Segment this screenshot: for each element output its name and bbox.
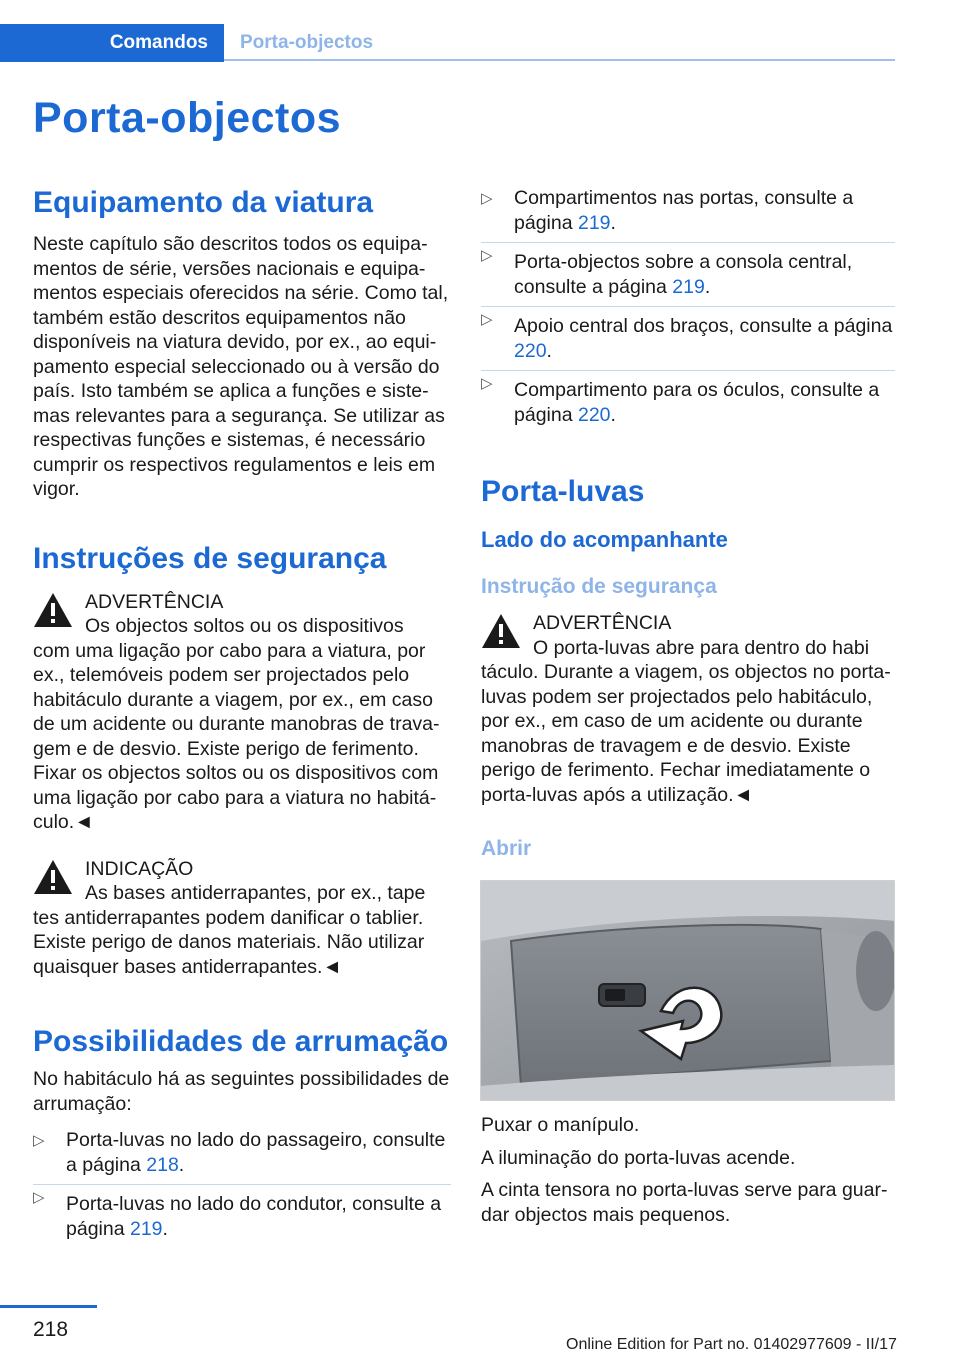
open-heading: Abrir [481, 837, 532, 860]
page-link[interactable]: 218 [146, 1153, 179, 1176]
list-item: ▷ Porta-luvas no lado do condutor, consulte a página 219. [33, 1184, 451, 1241]
storage-list-left [33, 1128, 451, 1241]
list-item: ▷ Compartimentos nas portas, consulte a página 219. [481, 187, 854, 234]
header-divider [224, 59, 895, 61]
warning-label: ADVERTÊNCIA [533, 612, 672, 634]
right-column [481, 186, 895, 861]
storage-list-right [481, 186, 895, 427]
page-link[interactable]: 219 [672, 275, 705, 298]
bullet-triangle-icon: ▷ [481, 247, 493, 264]
page-link[interactable]: 219 [577, 211, 611, 234]
page-link[interactable]: 220 [514, 339, 547, 362]
storage-heading: Possibilidades de arrumação [33, 1025, 449, 1058]
equipment-heading: Equipamento da viatura [33, 186, 374, 219]
safety-heading: Instruções de segurança [33, 541, 387, 575]
bullet-triangle-icon: ▷ [33, 1132, 45, 1149]
note-text-first-line: As bases antiderrapantes, por ex., tape [85, 882, 426, 904]
page-number: 218 [33, 1318, 69, 1341]
page-link[interactable]: 220 [577, 403, 611, 426]
left-column [33, 186, 451, 1241]
warning-text-first-line: O porta-luvas abre para dentro do habi [533, 636, 870, 659]
bullet-triangle-icon: ▷ [33, 1189, 45, 1206]
passenger-side-heading: Lado do acompanhante [481, 527, 728, 552]
list-item: ▷ Compartimento para os óculos, consulte a página 220. [481, 370, 895, 427]
warning-triangle-icon [33, 592, 73, 628]
tab-comandos[interactable]: Comandos [0, 24, 224, 62]
instruction-lighting: A iluminação do porta-luvas acende. [481, 1146, 796, 1169]
warning-text: táculo. Durante a viagem, os objectos no porta-luvas podem ser projectados pelo habitáculo, por ex., em caso de um acidente ou durante manobras de travagem e de desvio. Existe perigo de ferimento. Fechar imediatamente o porta-luvas após a utilização.◄ [481, 661, 891, 806]
note-box [33, 857, 451, 980]
equipment-text: Neste capítulo são descritos todos os equipamentos de série, versões nacionais e equipamentos especiais oferecidos na série. Como tal, também estão descritos equipamentos não disponíveis na viatura devido, por ex., ao equipamento especial seleccionado ou à versão do país. Isto também se aplica a funções e sistemas relevantes para a segurança. Se utilizar as respectivas funções e sistemas, é necessário cumprir os respectivos regulamentos e leis em vigor. [33, 233, 449, 500]
safety-subheading: Instrução de segurança [481, 575, 717, 598]
bullet-triangle-icon: ▷ [481, 311, 493, 328]
storage-text: No habitáculo há as seguintes possibilidades de arrumação: [33, 1068, 450, 1115]
list-item: ▷ Porta-luvas no lado do passageiro, consulte a página 218. [33, 1129, 446, 1176]
warning-triangle-icon [33, 859, 73, 895]
header-tab-bar [0, 24, 895, 62]
warning-text-first-line: Os objectos soltos ou os dispositivos [85, 615, 404, 637]
bullet-triangle-icon: ▷ [481, 375, 493, 392]
tab-porta-objectos[interactable]: Porta-objectos [240, 32, 374, 53]
open-instructions [481, 1113, 895, 1227]
footer-divider [0, 1305, 97, 1308]
list-item: ▷ Apoio central dos braços, consulte a página 220. [481, 306, 895, 363]
instruction-strap: A cinta tensora no porta-luvas serve para guardar objectos mais pequenos. [481, 1179, 888, 1226]
page-title: Porta-objectos [33, 94, 342, 142]
warning-text: com uma ligação por cabo para a viatura, por ex., telemóveis podem ser projectados pelo habitáculo durante a viagem, por ex., em caso de um acidente ou durante manobras de travagem e de desvio. Existe perigo de ferimento. Fixar os objectos soltos ou os dispositivos com uma ligação por cabo para a viatura no habitáculo.◄ [33, 639, 440, 833]
instruction-pull-handle: Puxar o manípulo. [481, 1114, 640, 1136]
glovebox-illustration [481, 881, 895, 1101]
glovebox-heading: Porta-luvas [481, 475, 645, 508]
page-link[interactable]: 219 [129, 1217, 163, 1240]
bullet-triangle-icon: ▷ [481, 190, 493, 207]
warning-box-1 [33, 590, 451, 835]
glovebox-photo [480, 880, 895, 1101]
warning-box-2 [481, 611, 895, 807]
warning-triangle-icon [481, 613, 521, 649]
warning-label: ADVERTÊNCIA [85, 590, 224, 613]
list-item: ▷ Porta-objectos sobre a consola central, consulte a página 219. [481, 242, 895, 299]
note-text: tes antiderrapantes podem danificar o tablier. Existe perigo de danos materiais. Não utilizar quaisquer bases antiderrapantes.◄ [33, 906, 425, 978]
note-label: INDICAÇÃO [85, 857, 194, 880]
edition-text: Online Edition for Part no. 01402977609 - II/17 [566, 1336, 897, 1353]
